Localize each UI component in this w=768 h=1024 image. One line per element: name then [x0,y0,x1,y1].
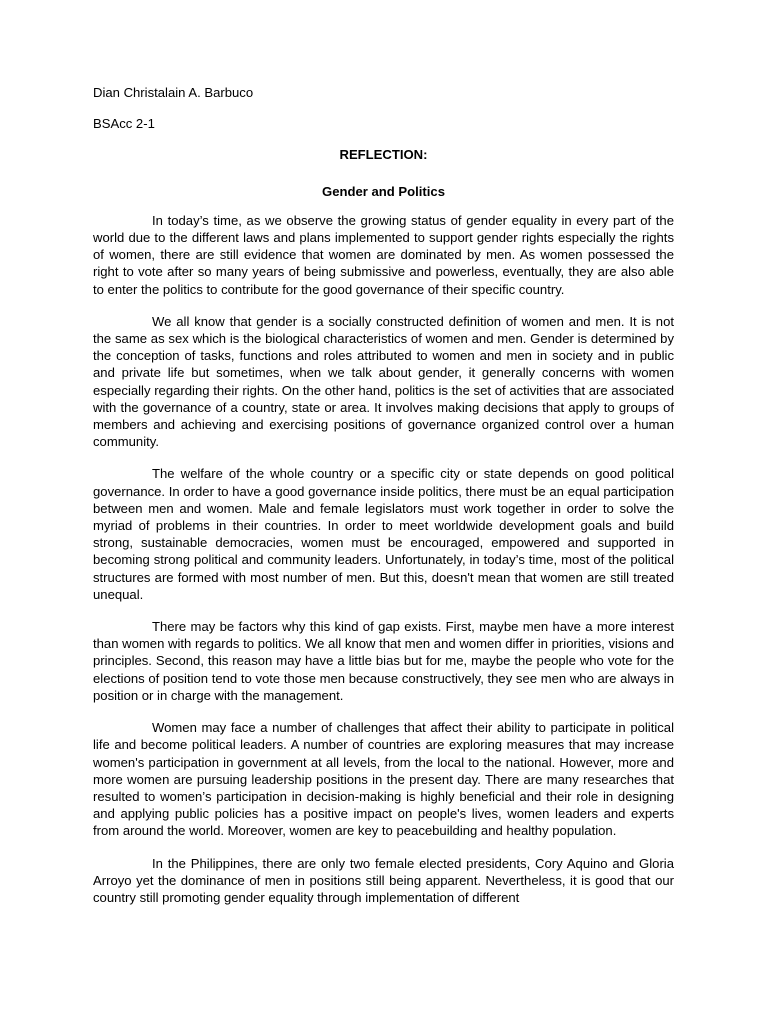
paragraph-2: We all know that gender is a socially constructed definition of women and men. It is not the same as sex which is the biological characteristics of women and men. Gender is determined by the conception of tasks, functions and roles attributed to women and men in society and in public and private life but sometimes, when we talk about gender, it generally concerns with women especially regarding their rights. On the other hand, politics is the set of activities that are associated with the governance of a country, state or area. It involves making decisions that apply to groups of members and achieving and exercising positions of governance organized control over a human community. [93,313,674,450]
document-title: REFLECTION: [339,147,428,163]
paragraph-1: In today’s time, as we observe the growing status of gender equality in every part of the world due to the different laws and plans implemented to support gender rights especially the rights of women, there are still evidence that women are dominated by men. As women possessed the right to vote after so many years of being submissive and powerless, eventually, they are also able to enter the politics to contribute for the good governance of their specific country. [93,212,674,297]
paragraph-5: Women may face a number of challenges that affect their ability to participate in political life and become political leaders. A number of countries are exploring measures that may increase women's participation in government at all levels, from the local to the national. However, more and more women are pursuing leadership positions in the present day. There are many researches that resulted to women’s participation in decision-making is highly beneficial and their role in designing and applying public policies has a positive impact on people's lives, women leaders and experts from around the world. Moreover, women are key to peacebuilding and healthy population. [93,720,674,839]
author-name: Dian Christalain A. Barbuco [93,85,254,100]
paragraph-4: There may be factors why this kind of gap exists. First, maybe men have a more interest than women with regards to politics. We all know that men and women differ in priorities, visions and principles. Second, this reason may have a little bias but for me, maybe the people who vote for the elections of position tend to vote those men because constructively, they see men who are always in position or in charge with the management. [93,619,674,703]
paragraph-6: In the Philippines, there are only two female elected presidents, Cory Aquino and Gloria Arroyo yet the dominance of men in positions still being apparent. Nevertheless, it is good that our country still promoting gender equality through implementation of different [93,855,674,905]
document-page [93,84,674,921]
course-section: BSAcc 2-1 [93,116,155,132]
paragraph-3: The welfare of the whole country or a specific city or state depends on good political governance. In order to have a good governance inside politics, there must be an equal participation between men and women. Male and female legislators must work together in order to solve the myriad of problems in their countries. In order to meet worldwide development goals and build strong, sustainable democracies, women must be encouraged, empowered and supported in becoming strong political and community leaders. Unfortunately, in today’s time, most of the political structures are formed with most number of men. But this, doesn't mean that women are still treated unequal. [93,466,674,602]
document-subtitle: Gender and Politics [322,183,445,199]
